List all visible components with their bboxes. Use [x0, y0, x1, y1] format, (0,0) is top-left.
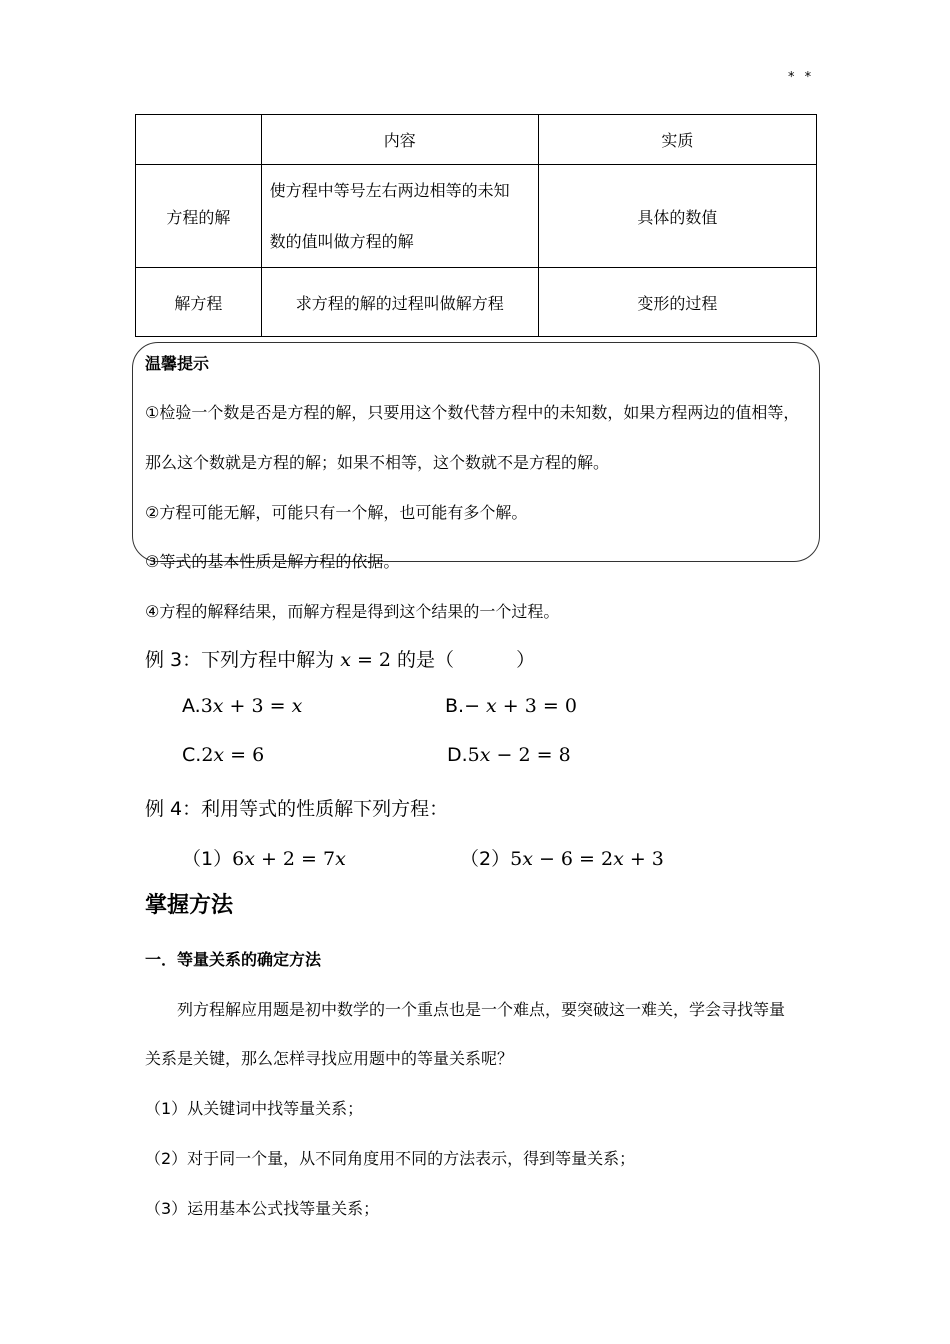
tip-line: ④方程的解释结果，而解方程是得到这个结果的一个过程。	[145, 602, 560, 621]
option-b	[445, 695, 577, 717]
option-a-equation: 3x + 3 = x	[200, 695, 303, 717]
section-subtitle: 一．等量关系的确定方法	[145, 950, 322, 969]
example-3-close: ）	[516, 649, 536, 671]
tip-title: 温馨提示	[145, 354, 210, 373]
example-4-item-2	[460, 844, 664, 871]
tip-line: ①检验一个数是否是方程的解，只要用这个数代替方程中的未知数，如果方程两边的值相等，	[145, 403, 800, 422]
paragraph-line: 列方程解应用题是初中数学的一个重点也是一个难点，要突破这一难关，学会寻找等量	[177, 1000, 786, 1019]
definition-table	[135, 114, 817, 337]
method-step: （2）对于同一个量，从不同角度用不同的方法表示，得到等量关系；	[145, 1149, 636, 1168]
option-c-equation: 2x = 6	[201, 744, 265, 766]
table-cell-essence: 变形的过程	[538, 268, 816, 337]
option-a-label: A.	[182, 695, 201, 717]
table-header-content: 内容	[261, 115, 538, 165]
method-step: （3）运用基本公式找等量关系；	[145, 1199, 380, 1218]
table-cell-term: 方程的解	[136, 165, 262, 268]
table-header-essence: 实质	[538, 115, 816, 165]
option-b-label: B.	[445, 695, 465, 717]
example-3-condition: x = 2	[340, 649, 391, 671]
section-title: 掌握方法	[145, 893, 234, 918]
example-3-prompt	[145, 645, 535, 672]
tip-line: ③等式的基本性质是解方程的依据。	[145, 552, 400, 571]
table-header-row	[136, 115, 817, 165]
table-cell-content-line2: 数的值叫做方程的解	[269, 232, 414, 251]
example-4-prompt: 例 4：利用等式的性质解下列方程：	[145, 798, 449, 820]
table-cell-content: 求方程的解的过程叫做解方程	[261, 268, 538, 337]
table-cell-content	[261, 165, 538, 268]
tip-line: 那么这个数就是方程的解；如果不相等，这个数就不是方程的解。	[145, 453, 610, 472]
table-row	[136, 268, 817, 337]
method-step: （1）从关键词中找等量关系；	[145, 1099, 364, 1118]
option-a	[182, 695, 302, 717]
table-cell-content-line1: 使方程中等号左右两边相等的未知	[269, 181, 510, 200]
example-4-item-2-equation: 5x − 6 = 2x + 3	[510, 848, 664, 870]
option-c	[182, 744, 264, 766]
table-header-empty	[136, 115, 262, 165]
option-b-equation: − x + 3 = 0	[464, 695, 577, 717]
header-mark: * *	[788, 70, 815, 85]
example-4-item-1-equation: 6x + 2 = 7x	[232, 848, 346, 870]
example-3-prefix: 例 3：下列方程中解为	[145, 649, 335, 671]
example-3-suffix: 的是（	[397, 649, 455, 671]
option-d-equation: 5x − 2 = 8	[467, 744, 571, 766]
table-cell-essence: 具体的数值	[538, 165, 816, 268]
tip-line: ②方程可能无解，可能只有一个解，也可能有多个解。	[145, 503, 528, 522]
example-4-item-1	[182, 844, 346, 871]
option-d-label: D.	[447, 744, 468, 766]
table-row	[136, 165, 817, 268]
table-cell-term: 解方程	[136, 268, 262, 337]
example-4-item-1-label: （1）	[182, 848, 233, 870]
option-d	[447, 744, 571, 766]
option-c-label: C.	[182, 744, 202, 766]
example-4-item-2-label: （2）	[460, 848, 511, 870]
paragraph-line: 关系是关键，那么怎样寻找应用题中的等量关系呢？	[145, 1049, 514, 1068]
